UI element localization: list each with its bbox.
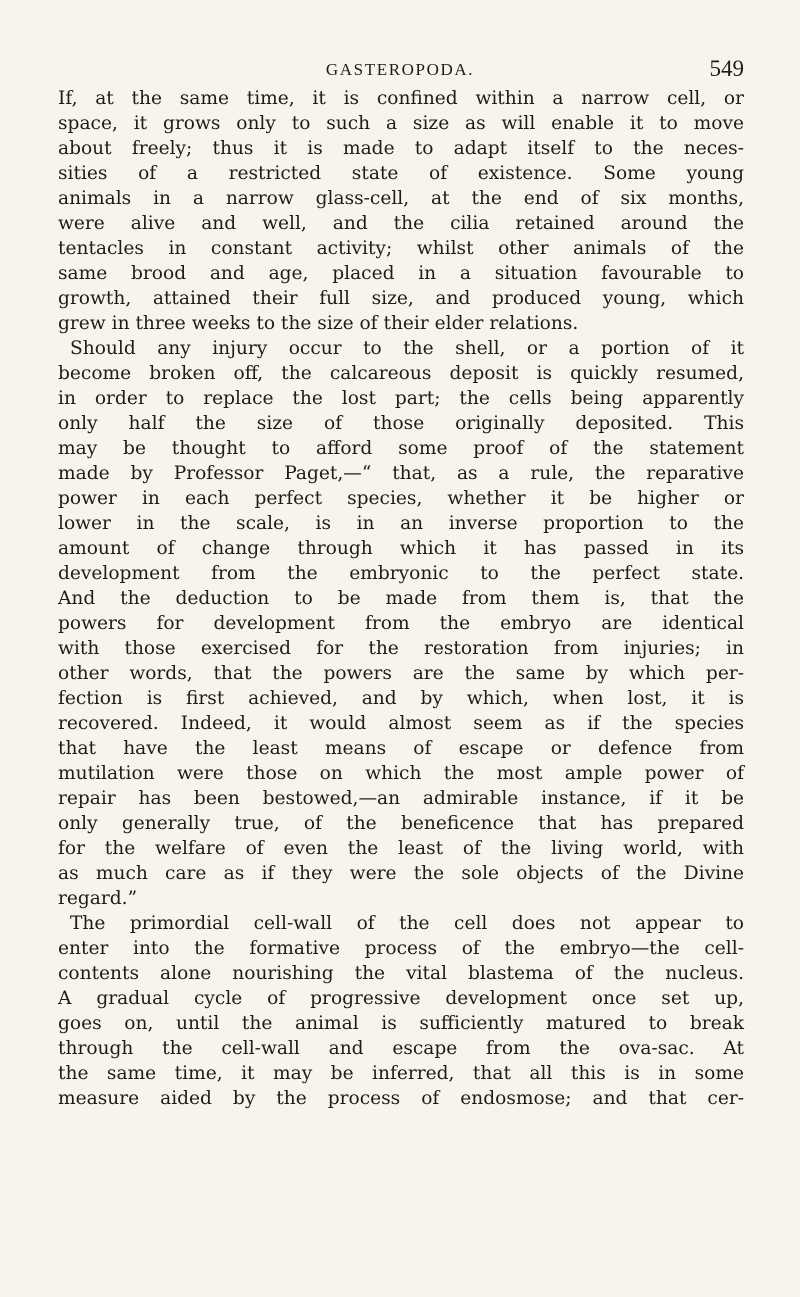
text-line: measure aided by the process of endosmose; and that cer- xyxy=(58,1088,744,1109)
text-line: mutilation were those on which the most ample power of xyxy=(58,763,744,784)
text-line: that have the least means of escape or defence from xyxy=(58,738,744,759)
body-text xyxy=(58,86,744,1111)
running-title: GASTEROPODA. xyxy=(325,60,475,79)
text-line: tentacles in constant activity; whilst other animals of the xyxy=(58,238,744,259)
text-line: powers for development from the embryo are identical xyxy=(58,613,744,634)
page-number: 549 xyxy=(709,56,744,81)
text-line: space, it grows only to such a size as will enable it to move xyxy=(58,113,744,134)
text-line: lower in the scale, is in an inverse proportion to the xyxy=(58,513,744,534)
text-line: only generally true, of the beneficence that has prepared xyxy=(58,813,744,834)
text-line: as much care as if they were the sole objects of the Divine xyxy=(58,863,744,884)
text-line: animals in a narrow glass-cell, at the end of six months, xyxy=(58,188,744,209)
text-line: with those exercised for the restoration from injuries; in xyxy=(58,638,744,659)
text-line: through the cell-wall and escape from the ova-sac. At xyxy=(58,1038,744,1059)
text-line: may be thought to afford some proof of the statement xyxy=(58,438,744,459)
text-line: recovered. Indeed, it would almost seem as if the species xyxy=(58,713,744,734)
text-line: development from the embryonic to the perfect state. xyxy=(58,563,744,584)
text-line: enter into the formative process of the embryo—the cell- xyxy=(58,938,744,959)
text-line: growth, attained their full size, and produced young, which xyxy=(58,288,744,309)
text-line: other words, that the powers are the same by which per- xyxy=(58,663,744,684)
text-line: fection is first achieved, and by which, when lost, it is xyxy=(58,688,744,709)
text-line: the same time, it may be inferred, that all this is in some xyxy=(58,1063,744,1084)
text-line: about freely; thus it is made to adapt itself to the neces- xyxy=(58,138,744,159)
text-line: A gradual cycle of progressive development once set up, xyxy=(58,988,744,1009)
text-line: repair has been bestowed,—an admirable instance, if it be xyxy=(58,788,744,809)
text-line: only half the size of those originally deposited. This xyxy=(58,413,744,434)
text-line: contents alone nourishing the vital blastema of the nucleus. xyxy=(58,963,744,984)
text-line: goes on, until the animal is sufficiently matured to break xyxy=(58,1013,744,1034)
text-line: become broken off, the calcareous deposit is quickly resumed, xyxy=(58,363,744,384)
text-line: If, at the same time, it is confined within a narrow cell, or xyxy=(58,88,744,109)
text-line: amount of change through which it has passed in its xyxy=(58,538,744,559)
text-line: sities of a restricted state of existence. Some young xyxy=(58,163,744,184)
text-line: same brood and age, placed in a situation favourable to xyxy=(58,263,744,284)
text-line: grew in three weeks to the size of their elder relations. xyxy=(58,313,579,334)
paragraph-start-line: The primordial cell-wall of the cell does not appear to xyxy=(70,913,744,934)
text-line: regard.” xyxy=(58,888,138,909)
text-line: made by Professor Paget,—“ that, as a rule, the reparative xyxy=(58,463,744,484)
text-line: And the deduction to be made from them is, that the xyxy=(58,588,744,609)
text-line: in order to replace the lost part; the cells being apparently xyxy=(58,388,744,409)
text-line: for the welfare of even the least of the living world, with xyxy=(58,838,744,859)
paragraph-start-line: Should any injury occur to the shell, or a portion of it xyxy=(70,338,744,359)
text-line: power in each perfect species, whether it be higher or xyxy=(58,488,744,509)
text-line: were alive and well, and the cilia retained around the xyxy=(58,213,744,234)
